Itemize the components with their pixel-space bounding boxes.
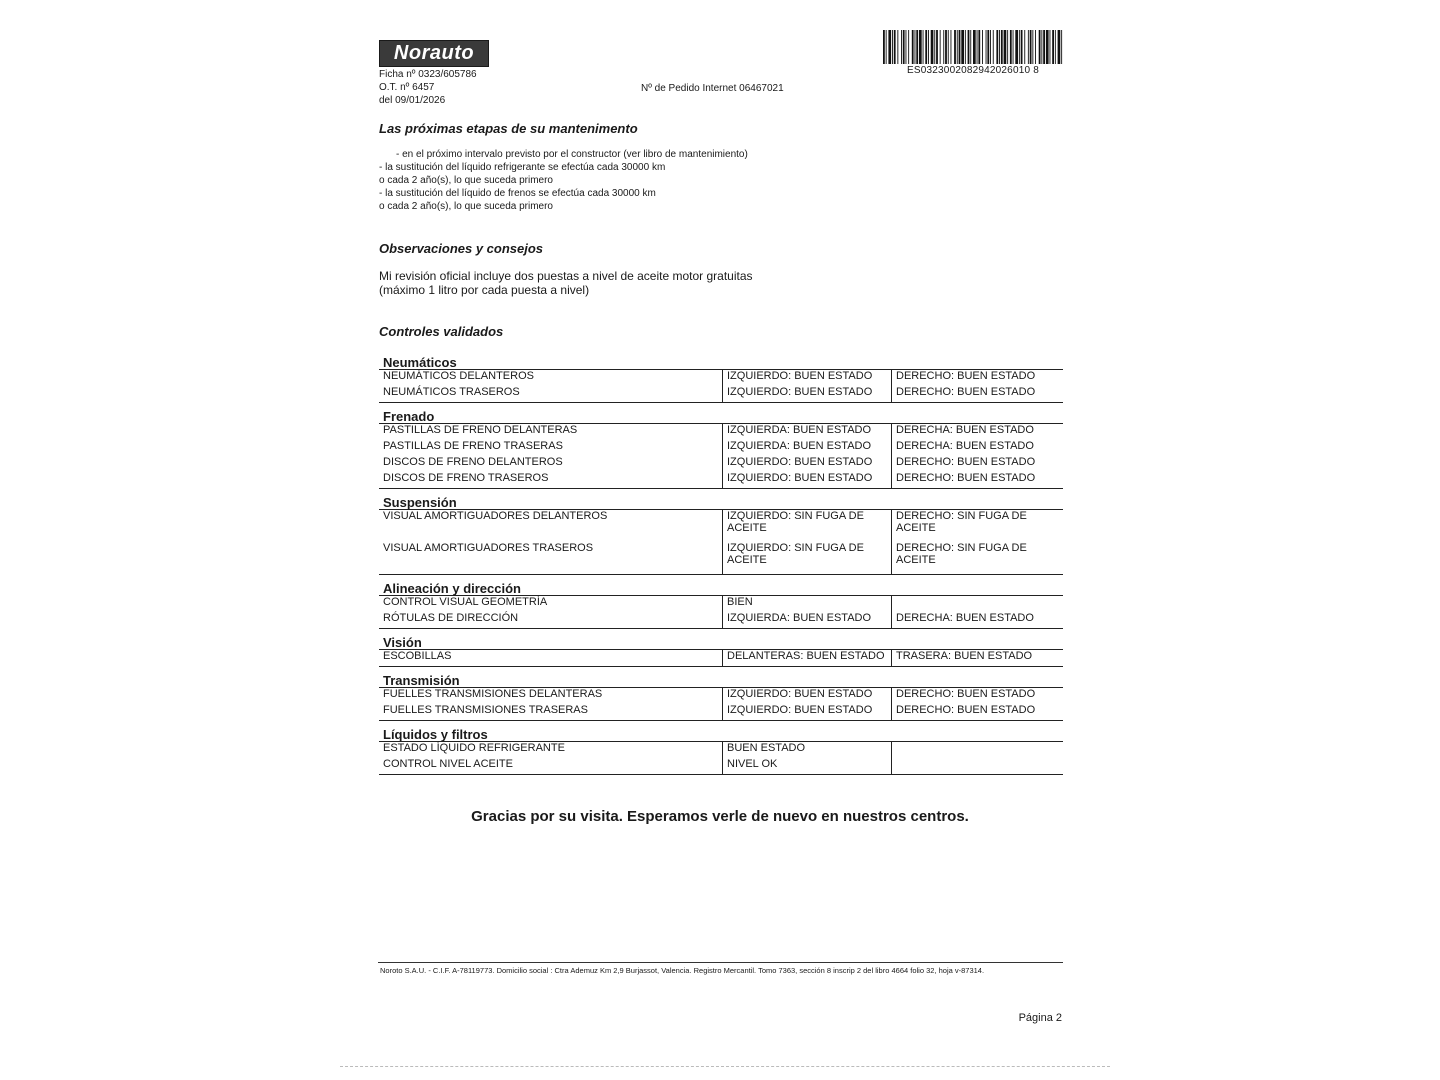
category-title: Visión — [379, 629, 1063, 650]
table-row — [379, 510, 1063, 543]
control-item: CONTROL VISUAL GEOMETRÍA — [383, 596, 548, 608]
category-title: Neumáticos — [379, 349, 1063, 370]
category-title: Transmisión — [379, 667, 1063, 688]
control-item: NEUMÁTICOS DELANTEROS — [383, 370, 534, 382]
control-right-status — [892, 742, 1064, 759]
control-right-status — [892, 596, 1064, 613]
table-row — [379, 688, 1063, 705]
ficha-number: Ficha nº 0323/605786 — [379, 69, 477, 80]
category-row — [379, 629, 1063, 650]
category-title: Líquidos y filtros — [379, 721, 1063, 742]
scan-edge — [340, 1066, 1110, 1067]
maintenance-line: - la sustitución del líquido refrigerante se efectúa cada 30000 km — [379, 162, 666, 173]
table-row — [379, 596, 1063, 613]
table-row — [379, 704, 1063, 721]
category-row — [379, 403, 1063, 424]
control-left-status: IZQUIERDA: BUEN ESTADO — [723, 440, 892, 456]
control-item: ESCOBILLAS — [379, 650, 723, 667]
barcode-number: ES0323002082942026010 8 — [907, 65, 1039, 76]
control-left-status: BUEN ESTADO — [723, 742, 892, 759]
control-left-status: IZQUIERDO: SIN FUGA DE ACEITE — [723, 510, 892, 543]
control-left-status: IZQUIERDO: BUEN ESTADO — [723, 688, 892, 705]
control-right-status: DERECHO: BUEN ESTADO — [892, 386, 1064, 403]
control-item: DISCOS DE FRENO TRASEROS — [379, 472, 723, 489]
observations-line: (máximo 1 litro por cada puesta a nivel) — [379, 283, 590, 297]
maintenance-line: - en el próximo intervalo previsto por el constructor (ver libro de mantenimiento) — [396, 149, 748, 160]
table-row — [379, 612, 1063, 629]
category-title: Suspensión — [379, 489, 1063, 510]
footer-divider — [378, 962, 1063, 963]
control-right-status: DERECHA: BUEN ESTADO — [892, 424, 1064, 441]
controls-title: Controles validados — [379, 324, 504, 339]
barcode-icon — [883, 30, 1063, 64]
order-date: del 09/01/2026 — [379, 95, 446, 106]
category-row — [379, 575, 1063, 596]
table-row — [379, 542, 1063, 575]
table-row — [379, 440, 1063, 456]
control-right-status: DERECHO: BUEN ESTADO — [892, 472, 1064, 489]
table-row — [379, 456, 1063, 472]
control-right-status: DERECHO: BUEN ESTADO — [892, 456, 1064, 472]
control-item: PASTILLAS DE FRENO DELANTERAS — [383, 424, 578, 436]
control-left-status: IZQUIERDO: BUEN ESTADO — [723, 472, 892, 489]
control-left-status: IZQUIERDO: BUEN ESTADO — [723, 386, 892, 403]
control-item: ESTADO LÍQUIDO REFRIGERANTE — [383, 742, 565, 754]
category-title: Alineación y dirección — [379, 575, 1063, 596]
maintenance-list — [379, 148, 979, 213]
control-left-status: DELANTERAS: BUEN ESTADO — [723, 650, 892, 667]
controls-table — [379, 349, 1063, 775]
control-right-status: DERECHO: BUEN ESTADO — [892, 370, 1064, 387]
control-left-status: BIEN — [723, 596, 892, 613]
category-title: Frenado — [379, 403, 1063, 424]
control-left-status: IZQUIERDA: BUEN ESTADO — [723, 424, 892, 441]
control-right-status: DERECHA: BUEN ESTADO — [892, 440, 1064, 456]
control-left-status: NIVEL OK — [723, 758, 892, 775]
controls-table-wrapper — [379, 349, 1063, 775]
control-left-status: IZQUIERDO: SIN FUGA DE ACEITE — [723, 542, 892, 575]
control-right-status: DERECHO: SIN FUGA DE ACEITE — [892, 542, 1064, 575]
control-left-status: IZQUIERDO: BUEN ESTADO — [723, 704, 892, 721]
control-right-status — [892, 758, 1064, 775]
category-row — [379, 349, 1063, 370]
category-row — [379, 667, 1063, 688]
control-right-status: DERECHO: SIN FUGA DE ACEITE — [892, 510, 1064, 543]
observations-title: Observaciones y consejos — [379, 241, 544, 256]
control-item: DISCOS DE FRENO DELANTEROS — [383, 456, 563, 468]
thanks-message: Gracias por su visita. Esperamos verle de nuevo en nuestros centros. — [471, 808, 969, 825]
control-item: NEUMÁTICOS TRASEROS — [379, 386, 723, 403]
control-item: PASTILLAS DE FRENO TRASERAS — [383, 440, 563, 452]
control-item: CONTROL NIVEL ACEITE — [379, 758, 723, 775]
table-row — [379, 370, 1063, 387]
table-row — [379, 758, 1063, 775]
category-row — [379, 721, 1063, 742]
legal-footer: Noroto S.A.U. - C.I.F. A-78119773. Domicilio social : Ctra Ademuz Km 2,9 Burjassot, Valencia. Registro Mercantil. Tomo 7363, sección 8 inscrip 2 del libro 4664 folio 32, hoja v-87314. — [380, 966, 985, 975]
norauto-logo: Norauto — [379, 40, 489, 67]
control-left-status: IZQUIERDA: BUEN ESTADO — [723, 612, 892, 629]
control-left-status: IZQUIERDO: BUEN ESTADO — [723, 370, 892, 387]
page-number: Página 2 — [1018, 1012, 1062, 1024]
control-item: RÓTULAS DE DIRECCIÓN — [379, 612, 723, 629]
control-left-status: IZQUIERDO: BUEN ESTADO — [723, 456, 892, 472]
ot-number: O.T. nº 6457 — [379, 82, 435, 93]
control-item: FUELLES TRANSMISIONES DELANTERAS — [383, 688, 603, 700]
control-right-status: DERECHO: BUEN ESTADO — [892, 704, 1064, 721]
control-item: VISUAL AMORTIGUADORES TRASEROS — [379, 542, 723, 575]
maintenance-line: o cada 2 año(s), lo que suceda primero — [379, 175, 553, 186]
maintenance-line: - la sustitución del líquido de frenos se efectúa cada 30000 km — [379, 188, 656, 199]
table-row — [379, 472, 1063, 489]
table-row — [379, 742, 1063, 759]
maintenance-title: Las próximas etapas de su mantenimento — [379, 121, 638, 136]
table-row — [379, 650, 1063, 667]
control-right-status: DERECHA: BUEN ESTADO — [892, 612, 1064, 629]
control-item: FUELLES TRANSMISIONES TRASERAS — [379, 704, 723, 721]
control-right-status: TRASERA: BUEN ESTADO — [892, 650, 1064, 667]
maintenance-line: o cada 2 año(s), lo que suceda primero — [379, 201, 553, 212]
table-row — [379, 424, 1063, 441]
control-right-status: DERECHO: BUEN ESTADO — [892, 688, 1064, 705]
observations-line: Mi revisión oficial incluye dos puestas a nivel de aceite motor gratuitas — [379, 269, 753, 283]
table-row — [379, 386, 1063, 403]
internet-order-number: Nº de Pedido Internet 06467021 — [641, 83, 784, 94]
observations-text — [379, 269, 753, 297]
control-item: VISUAL AMORTIGUADORES DELANTEROS — [383, 510, 608, 522]
category-row — [379, 489, 1063, 510]
